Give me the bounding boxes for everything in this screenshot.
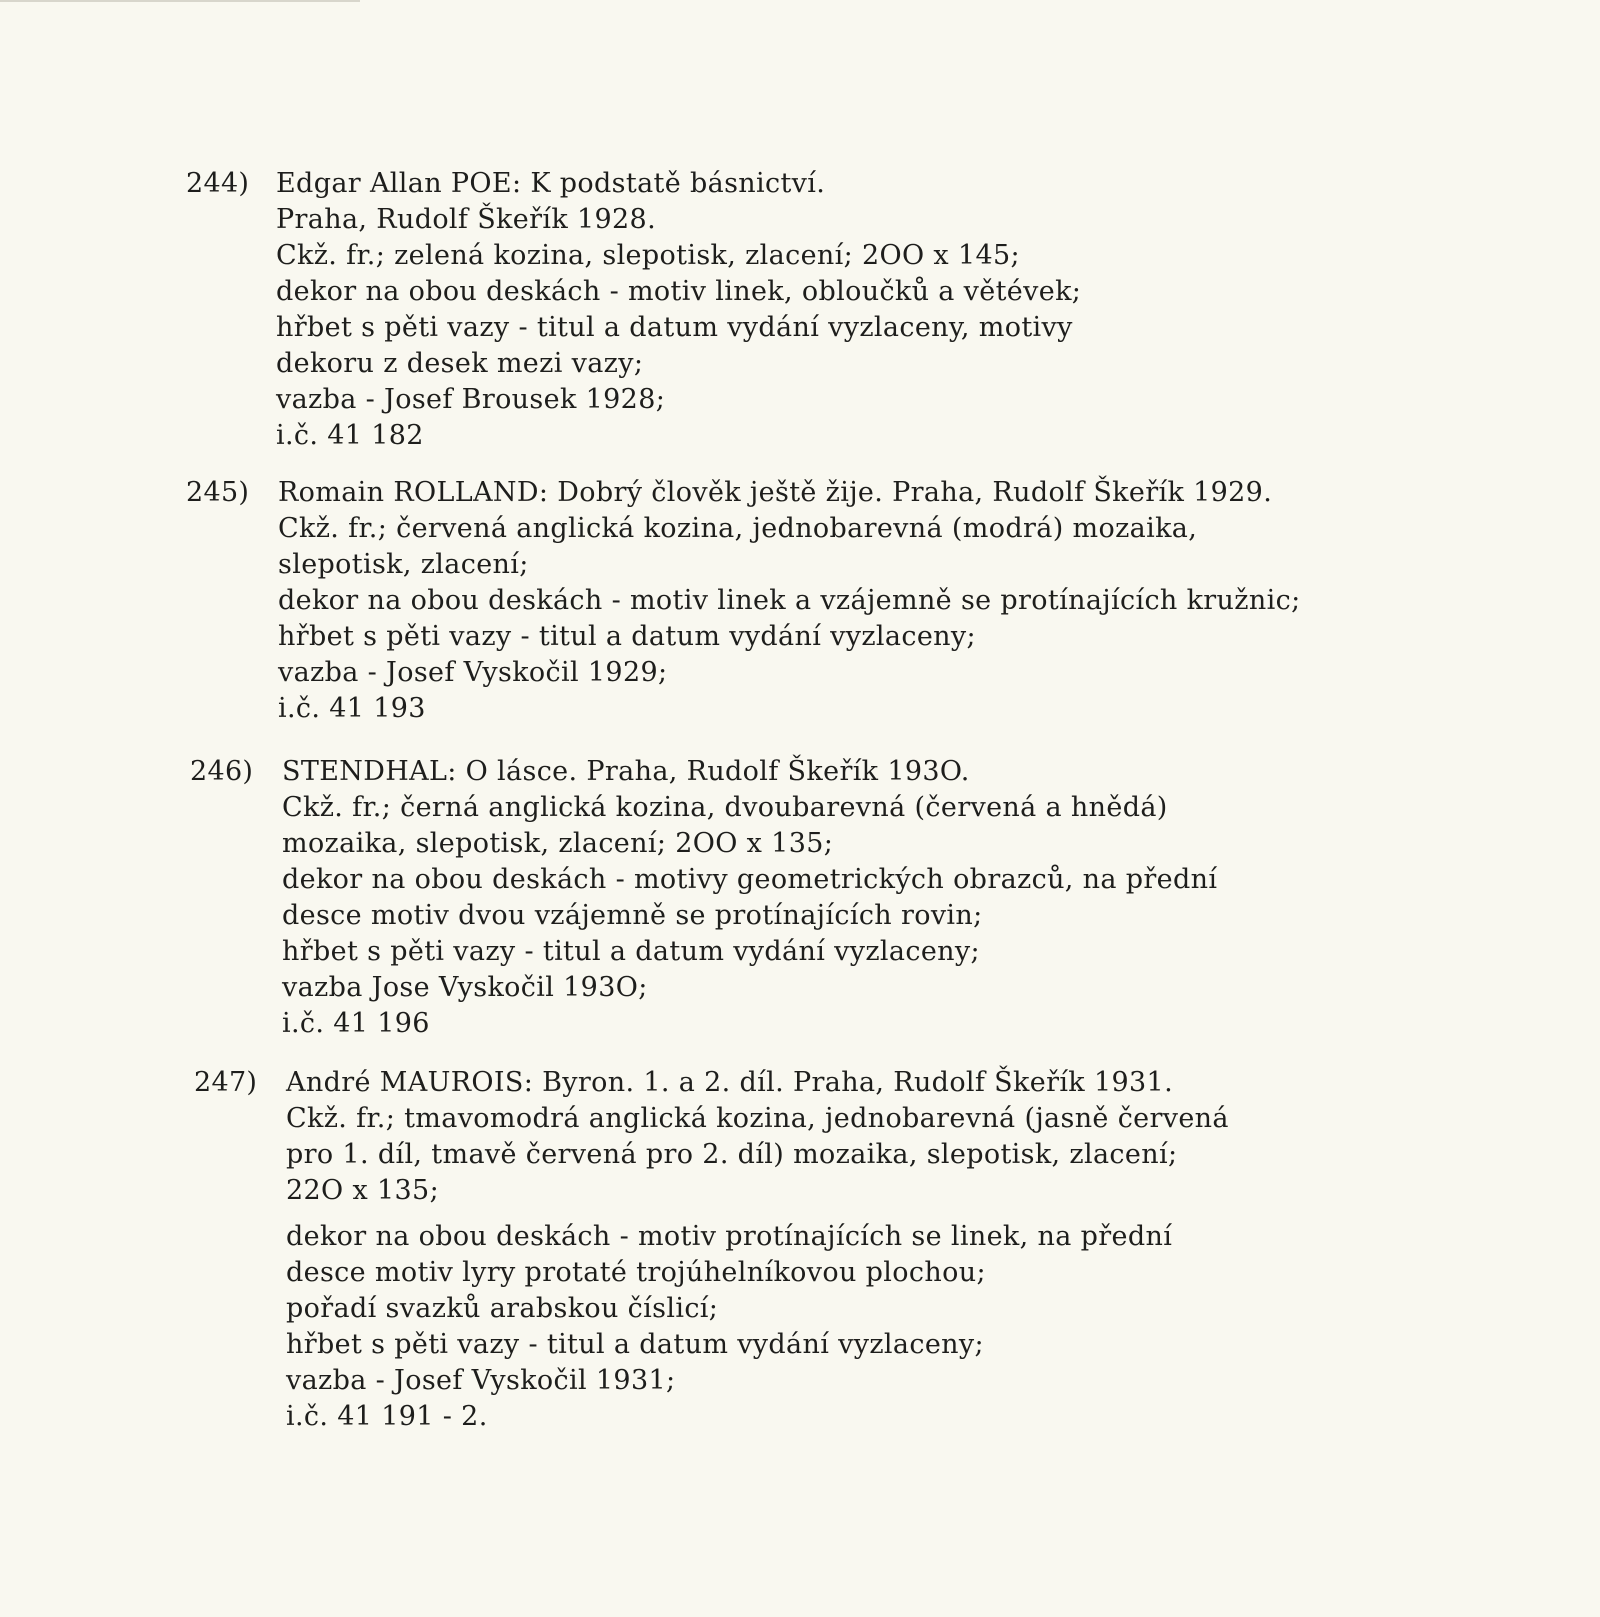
entry-title-line: STENDHAL: O lásce. Praha, Rudolf Škeřík 193O.	[282, 756, 970, 787]
entry-title-line: Romain ROLLAND: Dobrý člověk ještě žije. Praha, Rudolf Škeřík 1929.	[278, 477, 1273, 508]
entry-dimensions-line: 22O x 135;	[286, 1175, 440, 1206]
entry-text	[278, 475, 1301, 727]
entry-title-line: Edgar Allan POE: K podstatě básnictví.	[276, 168, 826, 199]
entry-binder-line: vazba - Josef Vyskočil 1931;	[286, 1365, 676, 1396]
entry-inventory-line: i.č. 41 191 - 2.	[286, 1401, 488, 1432]
entry-spine-line: hřbet s pěti vazy - titul a datum vydání vyzlaceny, motivy	[276, 312, 1073, 343]
entry-text	[276, 166, 1081, 454]
top-rule	[0, 0, 360, 2]
entry-title-line: André MAUROIS: Byron. 1. a 2. díl. Praha, Rudolf Škeřík 1931.	[286, 1067, 1173, 1098]
entry-number: 244)	[186, 168, 250, 199]
entry-binding-line: Ckž. fr.; červená anglická kozina, jednobarevná (modrá) mozaika,	[278, 513, 1198, 544]
entry-binding-line: Ckž. fr.; černá anglická kozina, dvoubarevná (červená a hnědá)	[282, 792, 1168, 823]
entry-number: 246)	[190, 756, 254, 787]
entry-spine-line: hřbet s pěti vazy - titul a datum vydání vyzlaceny;	[282, 936, 980, 967]
entry-binder-line: vazba - Josef Brousek 1928;	[276, 384, 666, 415]
entry-text	[282, 754, 1217, 1042]
entry-binding-line: Ckž. fr.; zelená kozina, slepotisk, zlacení; 2OO x 145;	[276, 240, 1020, 271]
entry-inventory-line: i.č. 41 196	[282, 1008, 430, 1039]
entry-binding-line-cont: mozaika, slepotisk, zlacení; 2OO x 135;	[282, 828, 834, 859]
entry-decor-line: dekor na obou deskách - motiv protínajících se linek, na přední	[286, 1221, 1173, 1252]
entry-spine-line: hřbet s pěti vazy - titul a datum vydání vyzlaceny;	[278, 621, 976, 652]
entry-text	[286, 1065, 1229, 1435]
entry-decor-line-cont: desce motiv dvou vzájemně se protínajících rovin;	[282, 900, 983, 931]
entry-binding-line-cont: slepotisk, zlacení;	[278, 549, 529, 580]
entry-number: 247)	[194, 1067, 258, 1098]
entry-number: 245)	[186, 477, 250, 508]
entry-inventory-line: i.č. 41 182	[276, 420, 424, 451]
entry-binding-line: Ckž. fr.; tmavomodrá anglická kozina, jednobarevná (jasně červená	[286, 1103, 1229, 1134]
entry-decor-line: dekor na obou deskách - motivy geometrických obrazců, na přední	[282, 864, 1218, 895]
entry-spine-line: hřbet s pěti vazy - titul a datum vydání vyzlaceny;	[286, 1329, 984, 1360]
entry-publisher-line: Praha, Rudolf Škeřík 1928.	[276, 204, 657, 235]
entry-decor-line: dekor na obou deskách - motiv linek, obloučků a větévek;	[276, 276, 1082, 307]
entry-decor-line: dekor na obou deskách - motiv linek a vzájemně se protínajících kružnic;	[278, 585, 1301, 616]
entry-volume-order-line: pořadí svazků arabskou číslicí;	[286, 1293, 719, 1324]
entry-decor-line-cont: desce motiv lyry protaté trojúhelníkovou plochou;	[286, 1257, 986, 1288]
entry-binder-line: vazba - Josef Vyskočil 1929;	[278, 657, 668, 688]
entry-binder-line: vazba Jose Vyskočil 193O;	[282, 972, 648, 1003]
entry-inventory-line: i.č. 41 193	[278, 693, 426, 724]
entry-binding-line-cont: pro 1. díl, tmavě červená pro 2. díl) mozaika, slepotisk, zlacení;	[286, 1139, 1178, 1170]
entry-spine-line-cont: dekoru z desek mezi vazy;	[276, 348, 644, 379]
